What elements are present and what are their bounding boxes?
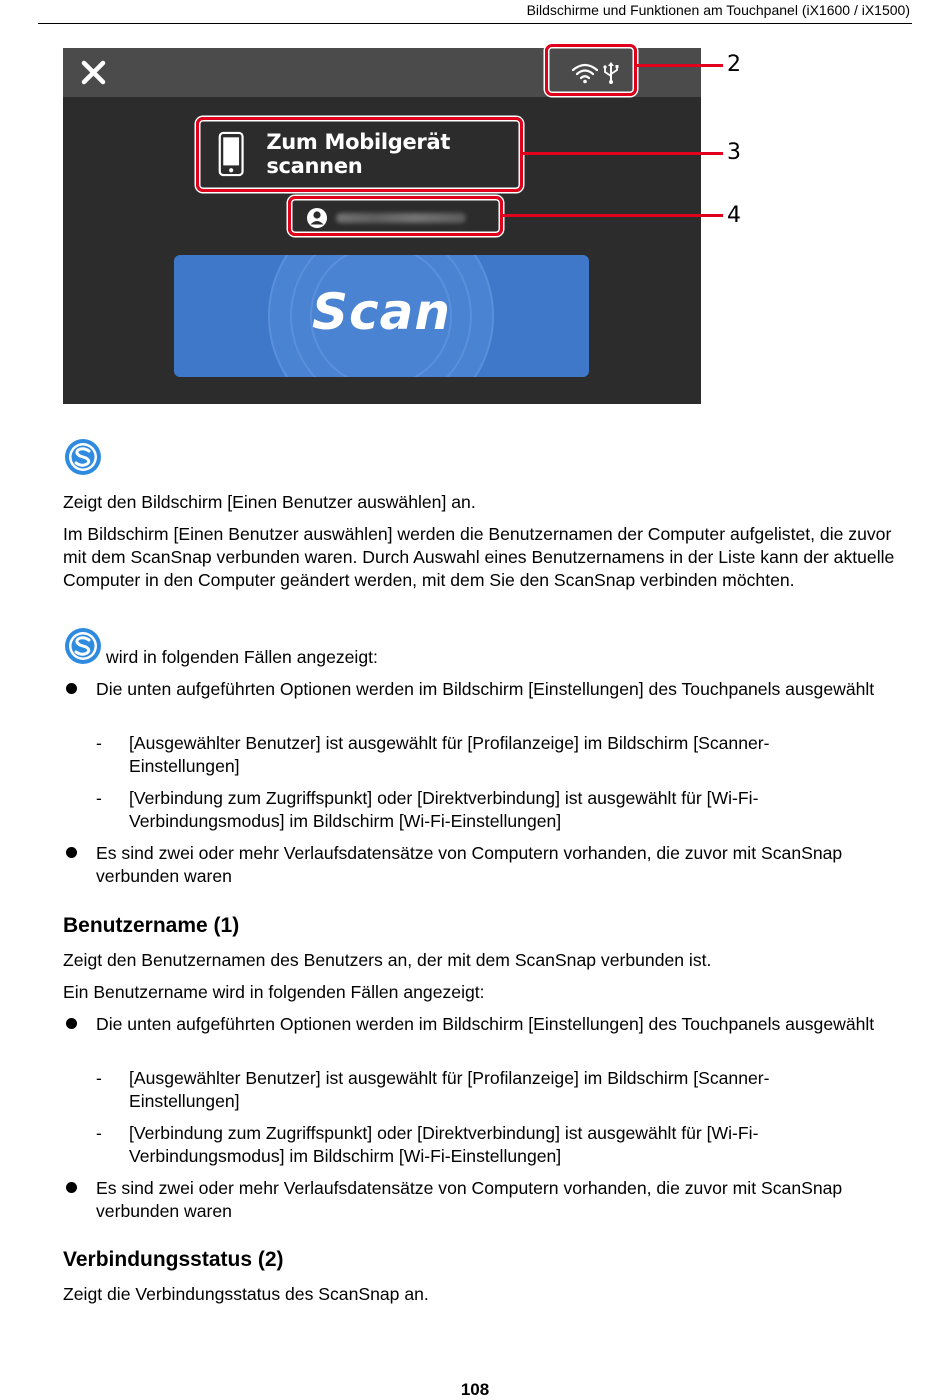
- callout-number-3: 3: [727, 140, 741, 165]
- list1-bullet-2: Es sind zwei oder mehr Verlaufsdatensätze von Computern vorhanden, die zuvor mit ScanSnap verbunden waren: [96, 843, 843, 886]
- bullet-icon: [66, 847, 77, 858]
- list1-sub-1: [Ausgewählter Benutzer] ist ausgewählt für [Profilanzeige] im Bildschirm [Scanner-Einstellungen]: [129, 733, 770, 776]
- list2-sub-1: [Ausgewählter Benutzer] ist ausgewählt für [Profilanzeige] im Bildschirm [Scanner-Einstellungen]: [129, 1068, 770, 1111]
- dash-marker: -: [96, 733, 102, 753]
- paragraph-1: Zeigt den Bildschirm [Einen Benutzer auswählen] an.: [63, 492, 476, 512]
- bullet-icon: [66, 683, 77, 694]
- scan-to-mobile-label: Zum Mobilgerät scannen: [266, 130, 451, 178]
- callout-box-2: [545, 44, 637, 96]
- scan-button[interactable]: [174, 255, 589, 377]
- user-selection-icon-inline: [63, 626, 103, 666]
- callout-line-3: [523, 152, 723, 155]
- list1-sub-2: [Verbindung zum Zugriffspunkt] oder [Direktverbindung] ist ausgewählt für [Wi-Fi-Verbindungsmodus] im Bildschirm [Wi-Fi-Einstellungen]: [129, 788, 759, 831]
- heading-connection-status: Verbindungsstatus (2): [63, 1248, 284, 1271]
- page-header: Bildschirme und Funktionen am Touchpanel (iX1600 / iX1500): [38, 0, 912, 24]
- paragraph-2: Im Bildschirm [Einen Benutzer auswählen] werden die Benutzernamen der Computer aufgelistet, die zuvor mit dem ScanSnap verbunden waren. Durch Auswahl eines Benutzernamens in der Liste kann der aktuelle Computer in den Computer geändert werden, mit dem Sie den ScanSnap verbinden möchten.: [63, 524, 895, 590]
- bullet-icon: [66, 1018, 77, 1029]
- paragraph-4: Zeigt den Benutzernamen des Benutzers an, der mit dem ScanSnap verbunden ist.: [63, 950, 712, 970]
- heading-user-name: Benutzername (1): [63, 914, 240, 937]
- callout-line-2: [637, 64, 723, 67]
- callout-line-4: [503, 214, 723, 217]
- paragraph-3: wird in folgenden Fällen angezeigt:: [106, 647, 378, 667]
- bullet-icon: [66, 1182, 77, 1193]
- list2-bullet-1: Die unten aufgeführten Optionen werden im Bildschirm [Einstellungen] des Touchpanels ausgewählt: [96, 1014, 875, 1034]
- list1-bullet-1: Die unten aufgeführten Optionen werden im Bildschirm [Einstellungen] des Touchpanels ausgewählt: [96, 679, 875, 699]
- user-selection-icon: [63, 437, 103, 477]
- scan-button-label: Scan: [312, 283, 451, 341]
- close-icon[interactable]: [80, 59, 107, 86]
- dash-marker: -: [96, 1123, 102, 1143]
- callout-box-4: [288, 196, 503, 236]
- list2-bullet-2: Es sind zwei oder mehr Verlaufsdatensätze von Computern vorhanden, die zuvor mit ScanSnap verbunden waren: [96, 1178, 843, 1221]
- paragraph-6: Zeigt die Verbindungsstatus des ScanSnap an.: [63, 1284, 429, 1304]
- callout-number-4: 4: [727, 203, 741, 228]
- paragraph-5: Ein Benutzername wird in folgenden Fällen angezeigt:: [63, 982, 485, 1002]
- list2-sub-2: [Verbindung zum Zugriffspunkt] oder [Direktverbindung] ist ausgewählt für [Wi-Fi-Verbindungsmodus] im Bildschirm [Wi-Fi-Einstellungen]: [129, 1123, 759, 1166]
- dash-marker: -: [96, 1068, 102, 1088]
- page-number: 108: [460, 1380, 490, 1399]
- callout-number-2: 2: [727, 52, 741, 77]
- callout-box-3: [196, 117, 523, 192]
- dash-marker: -: [96, 788, 102, 808]
